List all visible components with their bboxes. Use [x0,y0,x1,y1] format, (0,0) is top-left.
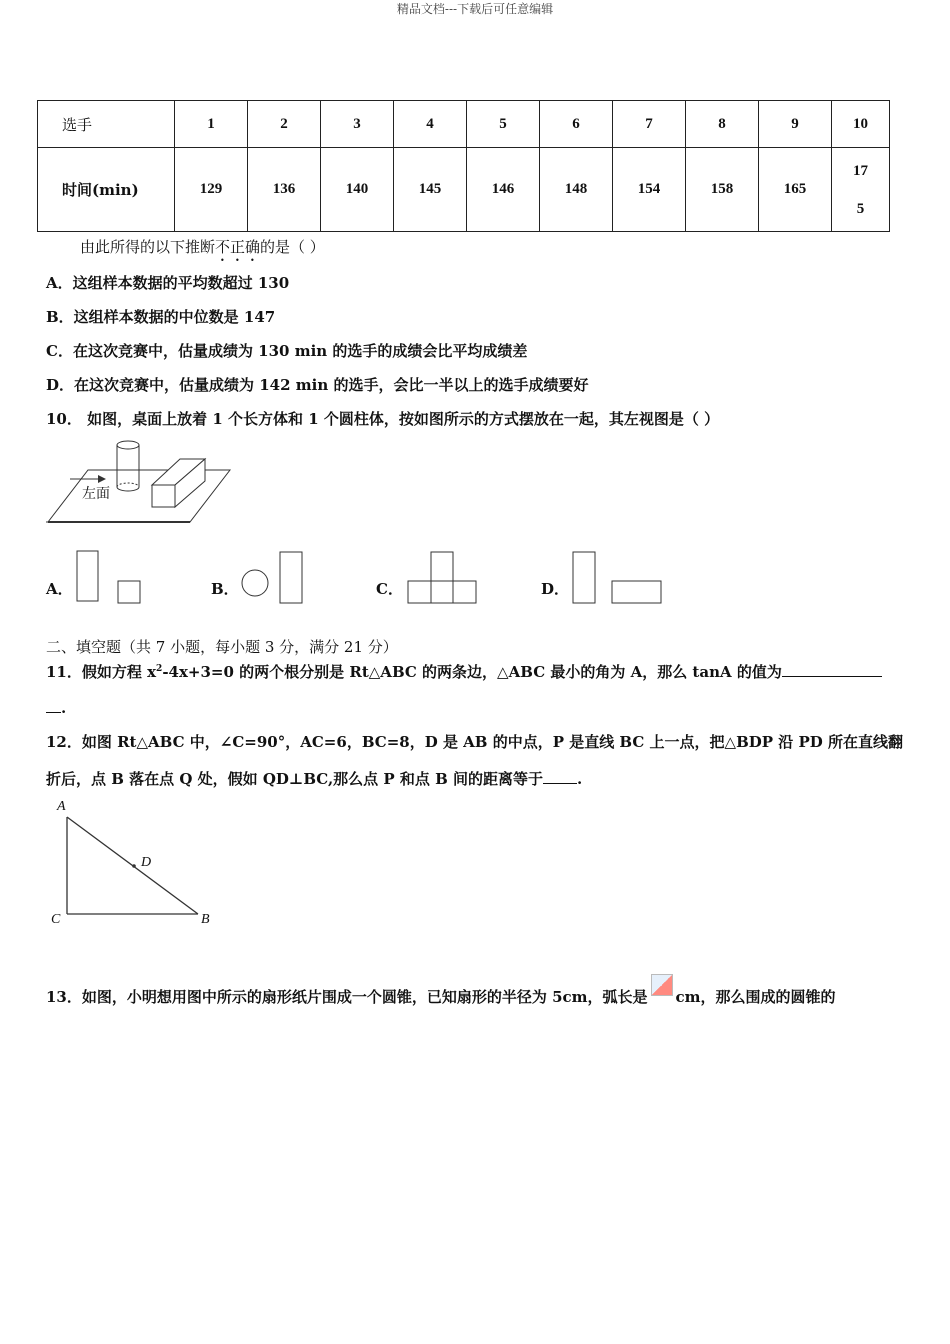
q10-choice-b-label: B． [211,580,239,598]
point-d-label: D [141,855,152,870]
point-a-label: A [57,799,66,814]
q11-answer-blank [782,662,882,677]
table-cell: 165 [759,148,832,232]
q12-answer-blank [543,769,577,784]
q13-stem [46,974,836,1007]
q10-choice-b-figure [240,550,310,606]
table-cell: 5 [467,101,540,148]
table-header-time: 时间(min) [38,148,175,232]
q10-choice-d-label: D． [541,580,570,598]
table-cell: 145 [394,148,467,232]
table-cell: 146 [467,148,540,232]
table-cell-part: 17 [853,162,868,179]
q11-stem-b: -4x+3=0 的两个根分别是 Rt△ABC 的两条边，△ABC 最小的角为 A，那么 tanA 的值为 [162,663,782,681]
table-header-player: 选手 [38,101,175,148]
section-2-title: 二、填空题（共 7 小题，每小题 3 分，满分 21 分） [46,638,398,656]
table-row-times [38,148,890,232]
point-c-label: C [51,912,61,927]
score-table [37,100,890,232]
q10-choice-d-figure [572,550,667,606]
q9-option-b: B．这组样本数据的中位数是 147 [46,308,276,326]
table-cell: 1 [175,101,248,148]
q11-tail [46,698,66,717]
table-row-players [38,101,890,148]
q11-answer-blank-cont [46,698,61,713]
table-cell: 2 [248,101,321,148]
q10-choice-c-figure [405,550,480,606]
table-cell: 140 [321,148,394,232]
q10-figure-label: 左面 [82,487,110,502]
table-cell: 3 [321,101,394,148]
q12-line-1: 12．如图 Rt△ABC 中，∠C=90°，AC=6，BC=8，D 是 AB 的中点，P 是直线 BC 上一点，把△BDP 沿 PD 所在直线翻 [46,733,904,751]
q11-stem [46,661,882,682]
table-cell: 6 [540,101,613,148]
table-cell: 136 [248,148,321,232]
q10-stem: 10． 如图，桌面上放着 1 个长方体和 1 个圆柱体，按如图所示的方式摆放在一起，其左视图是（ ） [46,410,720,428]
q11-stem-a: 11．假如方程 x [46,663,157,681]
q12-stem: 折后，点 B 落在点 Q 处，假如 QD⊥BC,那么点 P 和点 B 间的距离等于 [46,770,544,788]
q10-choice-a-figure [76,550,146,606]
table-cell: 158 [686,148,759,232]
q9-option-c: C．在这次竞赛中，估量成绩为 130 min 的选手的成绩会比平均成绩差 [46,342,528,360]
table-cell: 148 [540,148,613,232]
q13-stem-b: cm，那么围成的圆锥的 [675,988,836,1006]
q10-choice-c-label: C． [376,580,403,598]
q11-superscript: 2 [156,664,163,674]
q12-triangle-figure [45,795,225,935]
q9-option-a: A．这组样本数据的平均数超过 130 [46,274,290,292]
point-b-label: B [201,912,210,927]
table-cell: 8 [686,101,759,148]
q10-table-figure [40,435,240,530]
table-cell: 7 [613,101,686,148]
q10-choice-a-label: A． [46,580,73,598]
q9-stem [80,236,325,265]
table-cell: 9 [759,101,832,148]
page-header: 精品文档---下载后可任意编辑 [396,2,554,16]
q9-stem-a: 由此所得的以下推断 [80,238,216,256]
q12-end: . [577,770,583,788]
table-cell: 129 [175,148,248,232]
table-cell: 154 [613,148,686,232]
q13-stem-a: 13．如图，小明想用图中所示的扇形纸片围成一个圆锥，已知扇形的半径为 5cm，弧长是 [46,988,648,1006]
q9-stem-emphasis: 不正确 [215,238,261,256]
table-cell [832,148,890,232]
broken-image-icon [651,974,673,996]
table-cell: 4 [394,101,467,148]
q9-option-d: D．在这次竞赛中，估量成绩为 142 min 的选手，会比一半以上的选手成绩要好 [46,376,589,394]
q11-end: . [61,699,67,717]
q12-line-2 [46,768,582,789]
table-cell: 10 [832,101,890,148]
q9-stem-b: 的是（ ） [260,238,325,256]
table-cell-part: 5 [856,200,865,217]
